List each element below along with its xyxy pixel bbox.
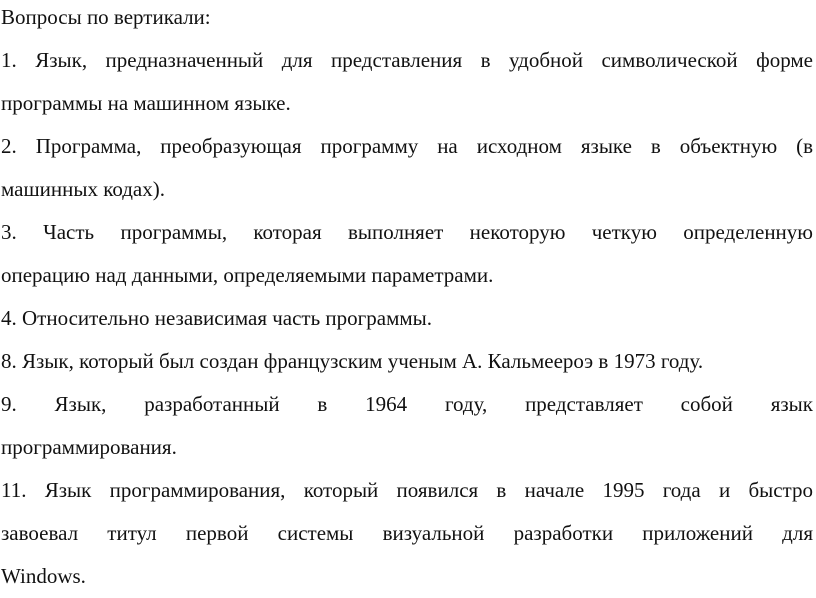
question-2-line-1: 2. Программа, преобразующая программу на исходном языке в объектную (в (1, 134, 813, 158)
question-11-line-1: 11. Язык программирования, который появился в начале 1995 года и быстро (1, 478, 813, 502)
question-3-line-1: 3. Часть программы, которая выполняет некоторую четкую определенную (1, 220, 813, 244)
question-11-line-3: Windows. (1, 564, 86, 588)
question-9-line-2: программирования. (1, 435, 177, 459)
document-heading: Вопросы по вертикали: (1, 5, 211, 29)
question-9-line-1: 9. Язык, разработанный в 1964 году, представляет собой язык (1, 392, 813, 416)
question-2-line-2: машинных кодах). (1, 177, 165, 201)
question-3-line-2: операцию над данными, определяемыми параметрами. (1, 263, 494, 287)
question-1-line-2: программы на машинном языке. (1, 91, 291, 115)
question-8-line-1: 8. Язык, который был создан французским ученым А. Кальмеероэ в 1973 году. (1, 349, 704, 373)
question-4-line-1: 4. Относительно независимая часть программы. (1, 306, 433, 330)
question-1-line-1: 1. Язык, предназначенный для представления в удобной символической форме (1, 48, 813, 72)
question-11-line-2: завоевал титул первой системы визуальной разработки приложений для (1, 521, 813, 545)
